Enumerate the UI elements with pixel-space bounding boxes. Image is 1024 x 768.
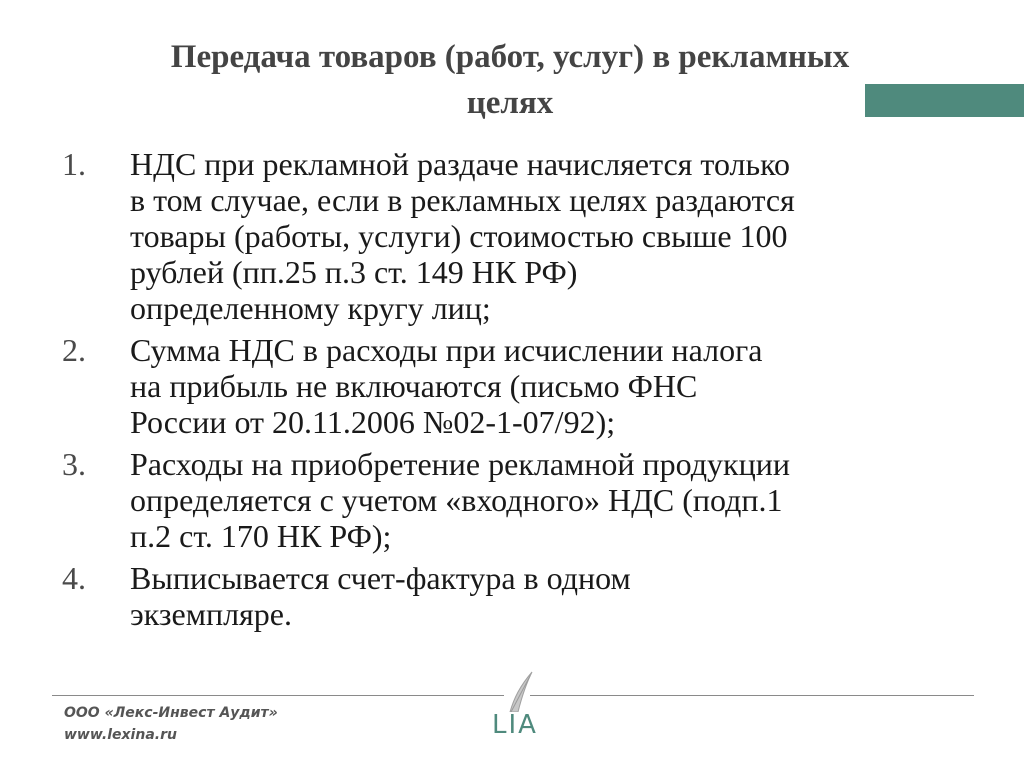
footer-website-link[interactable]: www.lexina.ru (64, 727, 177, 743)
list-item-number: 4. (62, 560, 86, 596)
text-line: экземпляре. (130, 596, 292, 632)
footer-divider-left (52, 695, 504, 696)
list-item-number: 1. (62, 146, 86, 182)
quill-feather-icon (480, 668, 550, 712)
footer-divider-right (530, 695, 974, 696)
text-line: определяется с учетом «входного» НДС (подп.1 (130, 482, 783, 518)
text-line: Сумма НДС в расходы при исчислении налога (130, 332, 763, 368)
content-list (62, 146, 982, 638)
text-line: Выписывается счет-фактура в одном (130, 560, 631, 596)
slide-title-line1: Передача товаров (работ, услуг) в рекламных (170, 39, 850, 75)
company-logo (480, 668, 550, 748)
list-item (62, 446, 982, 554)
accent-bar (865, 84, 1024, 117)
text-line: в том случае, если в рекламных целях раздаются (130, 182, 795, 218)
list-item (62, 560, 982, 632)
slide-title (70, 34, 950, 126)
text-line: России от 20.11.2006 №02-1-07/92); (130, 404, 616, 440)
text-line: на прибыль не включаются (письмо ФНС (130, 368, 698, 404)
text-line: товары (работы, услуги) стоимостью свыше 100 (130, 218, 788, 254)
text-line: определенному кругу лиц; (130, 290, 491, 326)
list-item (62, 332, 982, 440)
slide-title-line2: целях (466, 85, 554, 121)
text-line: рублей (пп.25 п.3 ст. 149 НК РФ) (130, 254, 578, 290)
text-line: п.2 ст. 170 НК РФ); (130, 518, 392, 554)
list-item-text (130, 332, 982, 440)
list-item-number: 2. (62, 332, 86, 368)
list-item-text (130, 560, 982, 632)
list-item (62, 146, 982, 326)
list-item-text (130, 146, 982, 326)
text-line: Расходы на приобретение рекламной продукции (130, 446, 790, 482)
footer-company-name: ООО «Лекс-Инвест Аудит» (64, 705, 278, 721)
text-line: НДС при рекламной раздаче начисляется только (130, 146, 790, 182)
list-item-text (130, 446, 982, 554)
list-item-number: 3. (62, 446, 86, 482)
logo-text: LIA (492, 710, 538, 740)
